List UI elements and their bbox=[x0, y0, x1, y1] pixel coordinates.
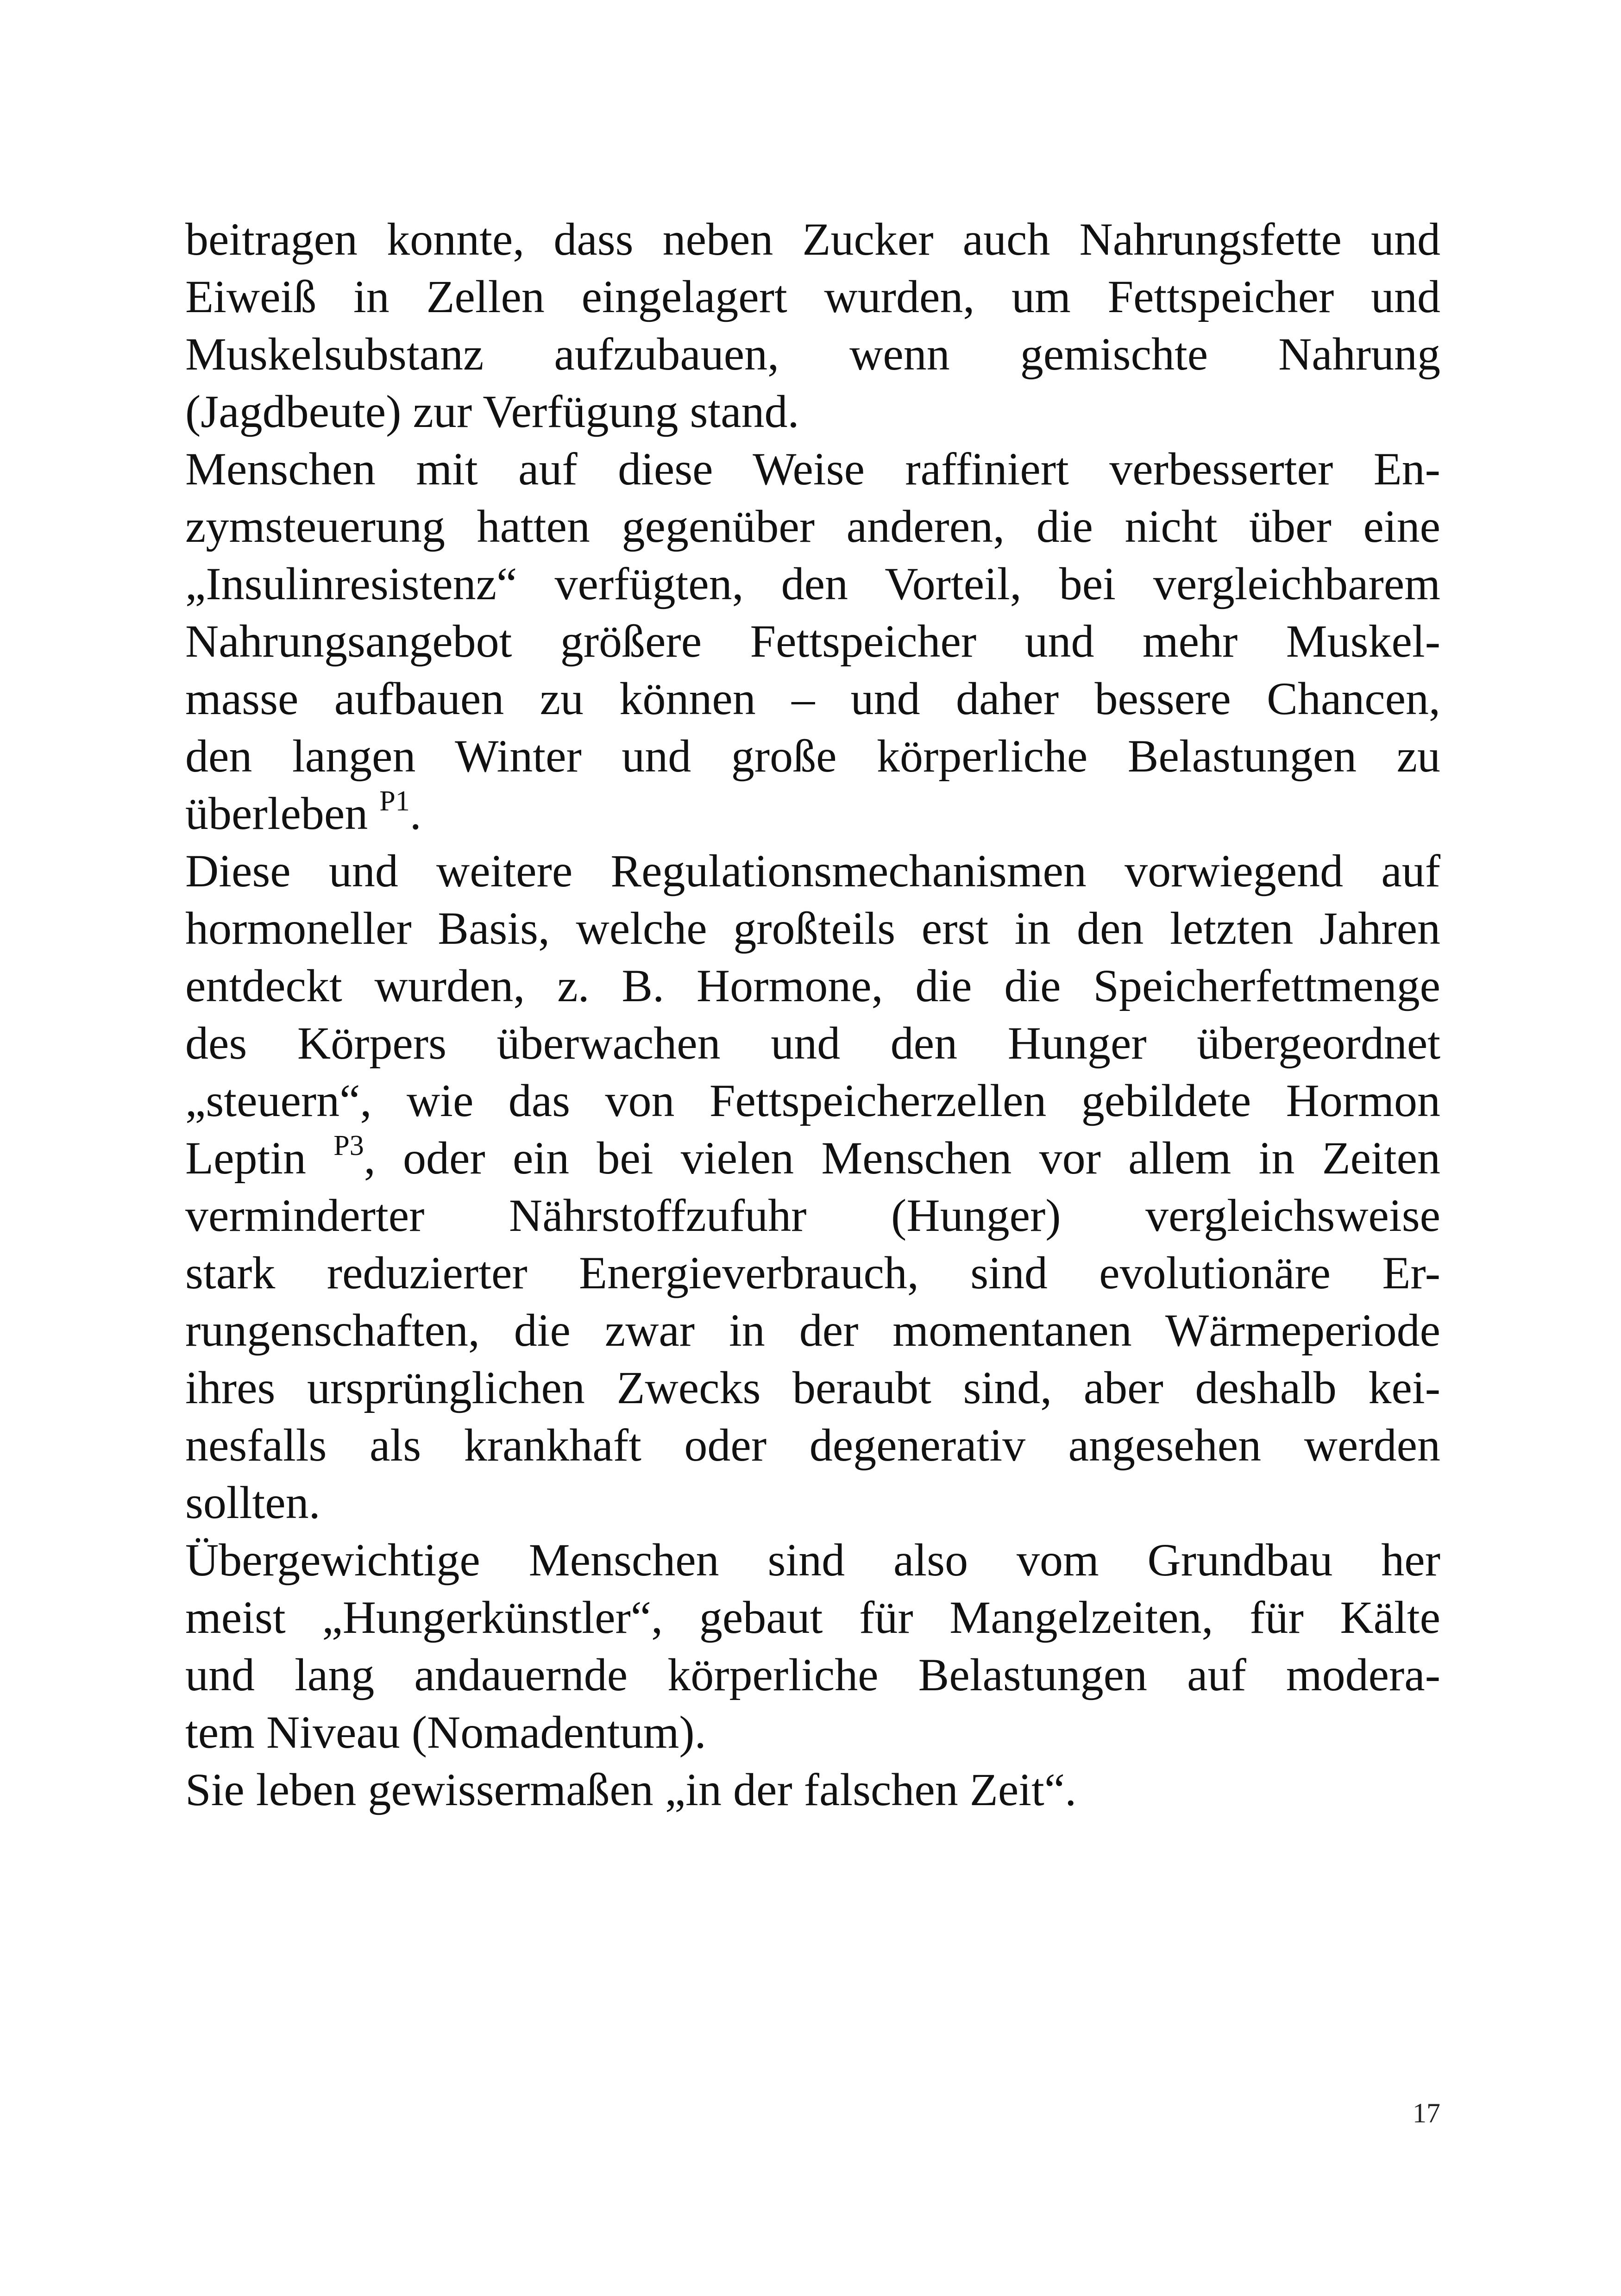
text-line bbox=[185, 498, 1440, 555]
text-line bbox=[185, 728, 1440, 785]
line-text: Sie leben gewissermaßen „in der falschen Zeit“. bbox=[185, 1764, 1077, 1815]
line-text: Leptin bbox=[185, 1132, 334, 1184]
body-text bbox=[185, 211, 1440, 1819]
line-text: rungenschaften, die zwar in der momentanen Wärmeperiode bbox=[185, 1305, 1440, 1356]
text-line bbox=[185, 1015, 1440, 1072]
line-text: überleben bbox=[185, 788, 380, 839]
line-text: ihres ursprünglichen Zwecks beraubt sind, aber deshalb kei- bbox=[185, 1362, 1440, 1413]
text-line bbox=[185, 1704, 1440, 1761]
line-text: masse aufbauen zu können – und daher bessere Chancen, bbox=[185, 673, 1440, 724]
text-line bbox=[185, 211, 1440, 268]
text-line bbox=[185, 1589, 1440, 1646]
text-line bbox=[185, 1129, 1440, 1187]
paragraph bbox=[185, 1531, 1440, 1761]
line-text: entdeckt wurden, z. B. Hormone, die die Speicherfettmenge bbox=[185, 960, 1440, 1011]
text-line bbox=[185, 1302, 1440, 1359]
text-line bbox=[185, 613, 1440, 670]
line-text: meist „Hungerkünstler“, gebaut für Mangelzeiten, für Kälte bbox=[185, 1592, 1440, 1643]
line-text: zymsteuerung hatten gegenüber anderen, die nicht über eine bbox=[185, 501, 1440, 552]
line-text: verminderter Nährstoffzufuhr (Hunger) vergleichsweise bbox=[185, 1190, 1440, 1241]
line-text: Nahrungsangebot größere Fettspeicher und mehr Muskel- bbox=[185, 615, 1440, 667]
text-line bbox=[185, 842, 1440, 900]
line-text: stark reduzierter Energieverbrauch, sind evolutionäre Er- bbox=[185, 1247, 1440, 1299]
text-line bbox=[185, 1187, 1440, 1244]
line-text: und lang andauernde körperliche Belastungen auf modera- bbox=[185, 1649, 1440, 1700]
line-text: Menschen mit auf diese Weise raffiniert verbesserter En- bbox=[185, 443, 1440, 495]
page-number: 17 bbox=[1413, 2098, 1440, 2128]
text-line bbox=[185, 670, 1440, 728]
text-line bbox=[185, 1359, 1440, 1417]
text-line bbox=[185, 1646, 1440, 1704]
line-text: hormoneller Basis, welche großteils erst in den letzten Jahren bbox=[185, 903, 1440, 954]
line-text: Muskelsubstanz aufzubauen, wenn gemischte Nahrung bbox=[185, 328, 1440, 380]
text-line bbox=[185, 1244, 1440, 1302]
text-line bbox=[185, 957, 1440, 1015]
text-line bbox=[185, 1761, 1440, 1819]
text-line bbox=[185, 900, 1440, 957]
text-line bbox=[185, 1531, 1440, 1589]
paragraph bbox=[185, 1761, 1440, 1819]
text-line bbox=[185, 268, 1440, 326]
line-text: Eiweiß in Zellen eingelagert wurden, um Fettspeicher und bbox=[185, 271, 1440, 322]
text-line bbox=[185, 785, 1440, 842]
line-text: tem Niveau (Nomadentum). bbox=[185, 1706, 706, 1758]
line-text: nesfalls als krankhaft oder degenerativ angesehen werden bbox=[185, 1419, 1440, 1471]
text-line bbox=[185, 1474, 1440, 1531]
line-text-continued: . bbox=[409, 788, 421, 839]
line-text-continued: , oder ein bei vielen Menschen vor allem in Zeiten bbox=[364, 1132, 1440, 1184]
line-text: den langen Winter und große körperliche Belastungen zu bbox=[185, 730, 1440, 782]
text-line bbox=[185, 1072, 1440, 1129]
line-text: Übergewichtige Menschen sind also vom Grundbau her bbox=[185, 1534, 1440, 1586]
paragraph bbox=[185, 842, 1440, 1531]
line-text: „steuern“, wie das von Fettspeicherzellen gebildete Hormon bbox=[185, 1075, 1440, 1126]
text-line bbox=[185, 1417, 1440, 1474]
reference-superscript: P1 bbox=[379, 785, 410, 817]
paragraph bbox=[185, 211, 1440, 440]
text-line bbox=[185, 326, 1440, 383]
text-line bbox=[185, 440, 1440, 498]
line-text: Diese und weitere Regulationsmechanismen vorwiegend auf bbox=[185, 845, 1440, 897]
line-text: des Körpers überwachen und den Hunger übergeordnet bbox=[185, 1017, 1440, 1069]
paragraph bbox=[185, 440, 1440, 842]
text-line bbox=[185, 555, 1440, 613]
line-text: sollten. bbox=[185, 1477, 320, 1528]
text-line bbox=[185, 383, 1440, 440]
line-text: „Insulinresistenz“ verfügten, den Vorteil, bei vergleichbarem bbox=[185, 558, 1440, 609]
line-text: (Jagdbeute) zur Verfügung stand. bbox=[185, 386, 799, 437]
line-text: beitragen konnte, dass neben Zucker auch Nahrungsfette und bbox=[185, 213, 1440, 265]
reference-superscript: P3 bbox=[333, 1130, 364, 1161]
